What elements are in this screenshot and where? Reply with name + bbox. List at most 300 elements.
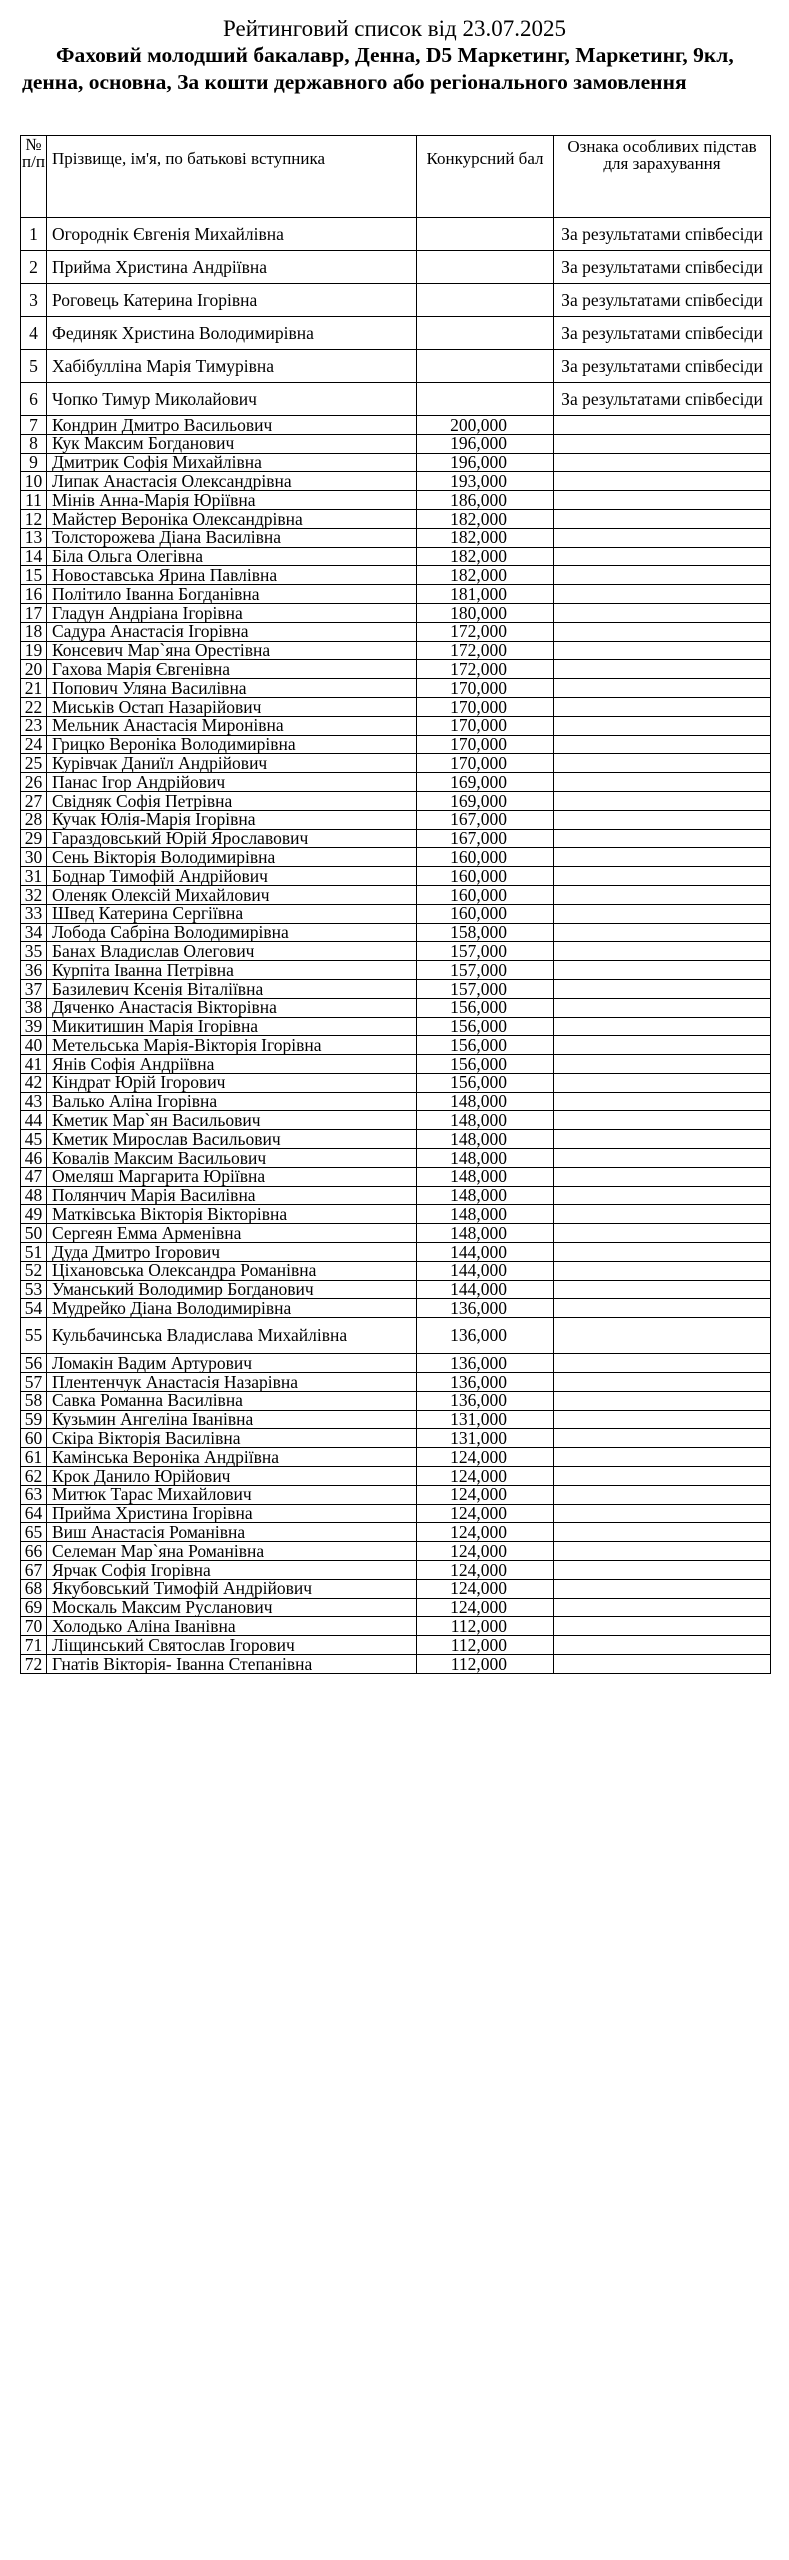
table-row [21, 942, 771, 961]
table-row [21, 716, 771, 735]
cell-basis [554, 773, 771, 792]
cell-basis [554, 1429, 771, 1448]
cell-number: 62 [21, 1467, 47, 1486]
cell-number: 37 [21, 979, 47, 998]
cell-number: 61 [21, 1448, 47, 1467]
table-row [21, 350, 771, 383]
cell-name: Дяченко Анастасія Вікторівна [47, 998, 417, 1017]
cell-number: 21 [21, 679, 47, 698]
cell-number: 44 [21, 1111, 47, 1130]
cell-score: 148,000 [417, 1149, 554, 1168]
cell-number: 48 [21, 1186, 47, 1205]
cell-basis [554, 1111, 771, 1130]
cell-number: 22 [21, 697, 47, 716]
cell-score: 124,000 [417, 1542, 554, 1561]
table-row [21, 622, 771, 641]
cell-score: 131,000 [417, 1410, 554, 1429]
cell-basis [554, 1130, 771, 1149]
table-row [21, 509, 771, 528]
table-row [21, 998, 771, 1017]
cell-score: 148,000 [417, 1130, 554, 1149]
cell-basis [554, 942, 771, 961]
table-row [21, 1542, 771, 1561]
cell-number: 20 [21, 660, 47, 679]
cell-score: 196,000 [417, 453, 554, 472]
cell-name: Курпіта Іванна Петрівна [47, 961, 417, 980]
table-row [21, 1243, 771, 1262]
cell-number: 45 [21, 1130, 47, 1149]
cell-score: 169,000 [417, 773, 554, 792]
table-row [21, 1017, 771, 1036]
cell-basis [554, 1485, 771, 1504]
cell-basis [554, 641, 771, 660]
table-row [21, 566, 771, 585]
cell-name: Гладун Андріана Ігорівна [47, 603, 417, 622]
cell-score: 156,000 [417, 1017, 554, 1036]
cell-name: Якубовський Тимофій Андрійович [47, 1579, 417, 1598]
cell-name: Уманський Володимир Богданович [47, 1280, 417, 1299]
cell-name: Кондрин Дмитро Васильович [47, 416, 417, 435]
cell-score: 124,000 [417, 1504, 554, 1523]
cell-number: 55 [21, 1318, 47, 1354]
table-row [21, 1299, 771, 1318]
cell-number: 1 [21, 218, 47, 251]
cell-number: 33 [21, 904, 47, 923]
cell-basis [554, 1017, 771, 1036]
cell-number: 2 [21, 251, 47, 284]
table-row [21, 1205, 771, 1224]
cell-name: Гараздовський Юрій Ярославович [47, 829, 417, 848]
cell-name: Прийма Христина Андріївна [47, 251, 417, 284]
table-row [21, 735, 771, 754]
cell-basis [554, 472, 771, 491]
cell-score [417, 251, 554, 284]
cell-basis [554, 603, 771, 622]
cell-score: 172,000 [417, 622, 554, 641]
cell-number: 24 [21, 735, 47, 754]
cell-score: 124,000 [417, 1561, 554, 1580]
cell-score: 186,000 [417, 491, 554, 510]
cell-number: 18 [21, 622, 47, 641]
table-row [21, 979, 771, 998]
cell-number: 56 [21, 1354, 47, 1373]
table-row [21, 603, 771, 622]
cell-basis [554, 1410, 771, 1429]
table-row [21, 773, 771, 792]
cell-score: 170,000 [417, 735, 554, 754]
cell-score: 157,000 [417, 942, 554, 961]
table-row [21, 1655, 771, 1674]
cell-score: 182,000 [417, 509, 554, 528]
cell-number: 15 [21, 566, 47, 585]
cell-number: 59 [21, 1410, 47, 1429]
cell-number: 31 [21, 867, 47, 886]
cell-score: 144,000 [417, 1280, 554, 1299]
cell-name: Савка Романна Василівна [47, 1391, 417, 1410]
cell-basis [554, 1299, 771, 1318]
table-row [21, 697, 771, 716]
table-row [21, 1130, 771, 1149]
cell-name: Москаль Максим Русланович [47, 1598, 417, 1617]
cell-name: Сергеян Емма Арменівна [47, 1224, 417, 1243]
table-row [21, 848, 771, 867]
cell-basis [554, 1205, 771, 1224]
cell-basis [554, 1318, 771, 1354]
column-header-basis: Ознака особливих підстав для зарахування [554, 136, 771, 218]
table-row [21, 1373, 771, 1392]
table-row [21, 885, 771, 904]
cell-basis [554, 453, 771, 472]
cell-score [417, 218, 554, 251]
cell-basis [554, 1149, 771, 1168]
cell-score: 136,000 [417, 1391, 554, 1410]
cell-basis [554, 1579, 771, 1598]
table-row [21, 1485, 771, 1504]
cell-number: 70 [21, 1617, 47, 1636]
cell-name: Сень Вікторія Володимирівна [47, 848, 417, 867]
cell-basis [554, 1055, 771, 1074]
cell-name: Курівчак Даниїл Андрійович [47, 754, 417, 773]
cell-number: 66 [21, 1542, 47, 1561]
cell-number: 34 [21, 923, 47, 942]
cell-basis [554, 622, 771, 641]
cell-name: Роговець Катерина Ігорівна [47, 284, 417, 317]
cell-number: 52 [21, 1261, 47, 1280]
cell-basis [554, 509, 771, 528]
cell-basis [554, 697, 771, 716]
cell-number: 7 [21, 416, 47, 435]
cell-name: Мельник Анастасія Миронівна [47, 716, 417, 735]
cell-name: Омеляш Маргарита Юріївна [47, 1167, 417, 1186]
cell-number: 6 [21, 383, 47, 416]
cell-basis [554, 1448, 771, 1467]
cell-number: 60 [21, 1429, 47, 1448]
cell-basis [554, 867, 771, 886]
cell-number: 43 [21, 1092, 47, 1111]
table-row [21, 1561, 771, 1580]
cell-basis [554, 716, 771, 735]
cell-basis [554, 998, 771, 1017]
cell-basis [554, 1073, 771, 1092]
cell-name: Грицко Вероніка Володимирівна [47, 735, 417, 754]
cell-basis [554, 660, 771, 679]
cell-score: 170,000 [417, 679, 554, 698]
cell-score: 196,000 [417, 434, 554, 453]
cell-basis [554, 1224, 771, 1243]
table-row [21, 961, 771, 980]
cell-number: 23 [21, 716, 47, 735]
table-row [21, 904, 771, 923]
cell-score: 136,000 [417, 1373, 554, 1392]
cell-name: Метельська Марія-Вікторія Ігорівна [47, 1036, 417, 1055]
cell-name: Свідняк Софія Петрівна [47, 791, 417, 810]
cell-score: 200,000 [417, 416, 554, 435]
table-row [21, 1598, 771, 1617]
cell-score [417, 317, 554, 350]
cell-number: 36 [21, 961, 47, 980]
cell-name: Швед Катерина Сергіївна [47, 904, 417, 923]
cell-number: 42 [21, 1073, 47, 1092]
cell-name: Валько Аліна Ігорівна [47, 1092, 417, 1111]
cell-number: 30 [21, 848, 47, 867]
table-row [21, 754, 771, 773]
table-row [21, 472, 771, 491]
table-row [21, 1579, 771, 1598]
cell-score: 144,000 [417, 1243, 554, 1262]
cell-score: 148,000 [417, 1186, 554, 1205]
cell-basis [554, 1542, 771, 1561]
cell-number: 28 [21, 810, 47, 829]
cell-score: 157,000 [417, 979, 554, 998]
table-row [21, 251, 771, 284]
cell-number: 68 [21, 1579, 47, 1598]
cell-name: Консевич Мар`яна Орестівна [47, 641, 417, 660]
cell-basis [554, 679, 771, 698]
cell-score: 148,000 [417, 1205, 554, 1224]
table-row [21, 1318, 771, 1354]
cell-score: 112,000 [417, 1636, 554, 1655]
cell-score: 182,000 [417, 566, 554, 585]
table-row [21, 491, 771, 510]
cell-basis [554, 1391, 771, 1410]
cell-score: 181,000 [417, 585, 554, 604]
cell-number: 63 [21, 1485, 47, 1504]
ranking-table [20, 135, 771, 1674]
cell-basis [554, 735, 771, 754]
cell-score: 167,000 [417, 810, 554, 829]
cell-basis [554, 904, 771, 923]
cell-number: 49 [21, 1205, 47, 1224]
cell-number: 8 [21, 434, 47, 453]
cell-score: 156,000 [417, 1073, 554, 1092]
cell-score: 170,000 [417, 754, 554, 773]
cell-name: Кучак Юлія-Марія Ігорівна [47, 810, 417, 829]
cell-name: Дуда Дмитро Ігорович [47, 1243, 417, 1262]
cell-name: Крок Данило Юрійович [47, 1467, 417, 1486]
table-row [21, 1261, 771, 1280]
table-row [21, 1036, 771, 1055]
cell-score: 182,000 [417, 547, 554, 566]
cell-score [417, 383, 554, 416]
cell-number: 71 [21, 1636, 47, 1655]
cell-name: Кук Максим Богданович [47, 434, 417, 453]
cell-number: 14 [21, 547, 47, 566]
cell-number: 16 [21, 585, 47, 604]
cell-basis [554, 885, 771, 904]
table-row [21, 1111, 771, 1130]
table-row [21, 1224, 771, 1243]
cell-name: Скіра Вікторія Василівна [47, 1429, 417, 1448]
cell-number: 39 [21, 1017, 47, 1036]
table-row [21, 1504, 771, 1523]
cell-basis [554, 491, 771, 510]
cell-score: 156,000 [417, 998, 554, 1017]
cell-name: Виш Анастасія Романівна [47, 1523, 417, 1542]
table-row [21, 1467, 771, 1486]
cell-name: Дмитрик Софія Михайлівна [47, 453, 417, 472]
cell-basis: За результатами співбесіди [554, 218, 771, 251]
cell-score: 169,000 [417, 791, 554, 810]
cell-name: Плентенчук Анастасія Назарівна [47, 1373, 417, 1392]
cell-number: 58 [21, 1391, 47, 1410]
cell-basis: За результатами співбесіди [554, 350, 771, 383]
cell-basis: За результатами співбесіди [554, 383, 771, 416]
cell-number: 69 [21, 1598, 47, 1617]
cell-number: 32 [21, 885, 47, 904]
cell-basis [554, 979, 771, 998]
table-row [21, 810, 771, 829]
cell-basis [554, 1373, 771, 1392]
cell-basis [554, 754, 771, 773]
cell-basis [554, 1261, 771, 1280]
column-header-number: № п/п [21, 136, 47, 218]
column-header-name: Прізвище, ім'я, по батькові вступника [47, 136, 417, 218]
cell-number: 47 [21, 1167, 47, 1186]
cell-score: 124,000 [417, 1448, 554, 1467]
cell-number: 38 [21, 998, 47, 1017]
cell-name: Кіндрат Юрій Ігорович [47, 1073, 417, 1092]
cell-basis [554, 1354, 771, 1373]
cell-score: 124,000 [417, 1598, 554, 1617]
table-row [21, 317, 771, 350]
cell-score: 112,000 [417, 1655, 554, 1674]
cell-name: Кузьмин Ангеліна Іванівна [47, 1410, 417, 1429]
cell-number: 51 [21, 1243, 47, 1262]
table-row [21, 1636, 771, 1655]
cell-number: 17 [21, 603, 47, 622]
cell-name: Толсторожева Діана Василівна [47, 528, 417, 547]
cell-name: Матківська Вікторія Вікторівна [47, 1205, 417, 1224]
table-row [21, 867, 771, 886]
cell-number: 50 [21, 1224, 47, 1243]
cell-basis [554, 810, 771, 829]
cell-name: Боднар Тимофій Андрійович [47, 867, 417, 886]
cell-basis [554, 1617, 771, 1636]
cell-basis [554, 923, 771, 942]
cell-name: Садура Анастасія Ігорівна [47, 622, 417, 641]
cell-name: Лобода Сабріна Володимирівна [47, 923, 417, 942]
cell-name: Оленяк Олексій Михайлович [47, 885, 417, 904]
cell-basis [554, 1167, 771, 1186]
cell-basis [554, 1243, 771, 1262]
column-header-score: Конкурсний бал [417, 136, 554, 218]
cell-name: Фединяк Христина Володимирівна [47, 317, 417, 350]
cell-name: Полянчич Марія Василівна [47, 1186, 417, 1205]
cell-score: 180,000 [417, 603, 554, 622]
cell-score: 124,000 [417, 1467, 554, 1486]
cell-name: Кметик Мар`ян Васильович [47, 1111, 417, 1130]
cell-number: 3 [21, 284, 47, 317]
table-row [21, 679, 771, 698]
cell-number: 4 [21, 317, 47, 350]
table-row [21, 416, 771, 435]
table-row [21, 923, 771, 942]
cell-name: Холодько Аліна Іванівна [47, 1617, 417, 1636]
cell-score: 156,000 [417, 1055, 554, 1074]
table-row [21, 1073, 771, 1092]
table-row [21, 1280, 771, 1299]
table-row [21, 453, 771, 472]
cell-score: 167,000 [417, 829, 554, 848]
cell-basis [554, 585, 771, 604]
cell-score: 112,000 [417, 1617, 554, 1636]
table-row [21, 1448, 771, 1467]
cell-basis [554, 1280, 771, 1299]
cell-score [417, 350, 554, 383]
table-row [21, 1149, 771, 1168]
cell-score: 172,000 [417, 660, 554, 679]
cell-basis [554, 1655, 771, 1674]
cell-name: Кметик Мирослав Васильович [47, 1130, 417, 1149]
cell-name: Новоставська Ярина Павлівна [47, 566, 417, 585]
cell-basis [554, 791, 771, 810]
cell-number: 9 [21, 453, 47, 472]
cell-score: 160,000 [417, 848, 554, 867]
cell-name: Гнатів Вікторія- Іванна Степанівна [47, 1655, 417, 1674]
cell-score: 136,000 [417, 1299, 554, 1318]
cell-basis: За результатами співбесіди [554, 284, 771, 317]
cell-score: 158,000 [417, 923, 554, 942]
cell-name: Огороднік Євгенія Михайлівна [47, 218, 417, 251]
table-row [21, 1092, 771, 1111]
cell-number: 41 [21, 1055, 47, 1074]
table-row [21, 1523, 771, 1542]
cell-number: 53 [21, 1280, 47, 1299]
cell-basis [554, 547, 771, 566]
cell-score: 160,000 [417, 867, 554, 886]
cell-score: 170,000 [417, 697, 554, 716]
cell-name: Політило Іванна Богданівна [47, 585, 417, 604]
table-row [21, 660, 771, 679]
cell-name: Митюк Тарас Михайлович [47, 1485, 417, 1504]
cell-name: Янів Софія Андріївна [47, 1055, 417, 1074]
cell-basis [554, 528, 771, 547]
cell-name: Панас Ігор Андрійович [47, 773, 417, 792]
cell-name: Банах Владислав Олегович [47, 942, 417, 961]
table-row [21, 1354, 771, 1373]
cell-basis [554, 1561, 771, 1580]
cell-score: 144,000 [417, 1261, 554, 1280]
cell-score: 157,000 [417, 961, 554, 980]
table-row [21, 547, 771, 566]
cell-score: 136,000 [417, 1318, 554, 1354]
cell-name: Гахова Марія Євгенівна [47, 660, 417, 679]
cell-basis: За результатами співбесіди [554, 251, 771, 284]
cell-number: 46 [21, 1149, 47, 1168]
cell-number: 57 [21, 1373, 47, 1392]
cell-name: Прийма Христина Ігорівна [47, 1504, 417, 1523]
table-row [21, 1410, 771, 1429]
cell-basis [554, 1467, 771, 1486]
cell-name: Мудрейко Діана Володимирівна [47, 1299, 417, 1318]
cell-number: 13 [21, 528, 47, 547]
cell-name: Ломакін Вадим Артурович [47, 1354, 417, 1373]
cell-number: 27 [21, 791, 47, 810]
cell-name: Майстер Вероніка Олександрівна [47, 509, 417, 528]
cell-basis [554, 1636, 771, 1655]
table-row [21, 1186, 771, 1205]
cell-number: 26 [21, 773, 47, 792]
cell-name: Ліщинський Святослав Ігорович [47, 1636, 417, 1655]
cell-number: 5 [21, 350, 47, 383]
cell-score: 148,000 [417, 1092, 554, 1111]
table-row [21, 528, 771, 547]
cell-name: Миськів Остап Назарійович [47, 697, 417, 716]
table-row [21, 1391, 771, 1410]
list-title: Фаховий молодший бакалавр, Денна, D5 Маркетинг, Маркетинг, 9кл, денна, основна, За кошти державного або регіонального замовлення [22, 43, 734, 94]
cell-name: Хабібулліна Марія Тимурівна [47, 350, 417, 383]
cell-number: 67 [21, 1561, 47, 1580]
